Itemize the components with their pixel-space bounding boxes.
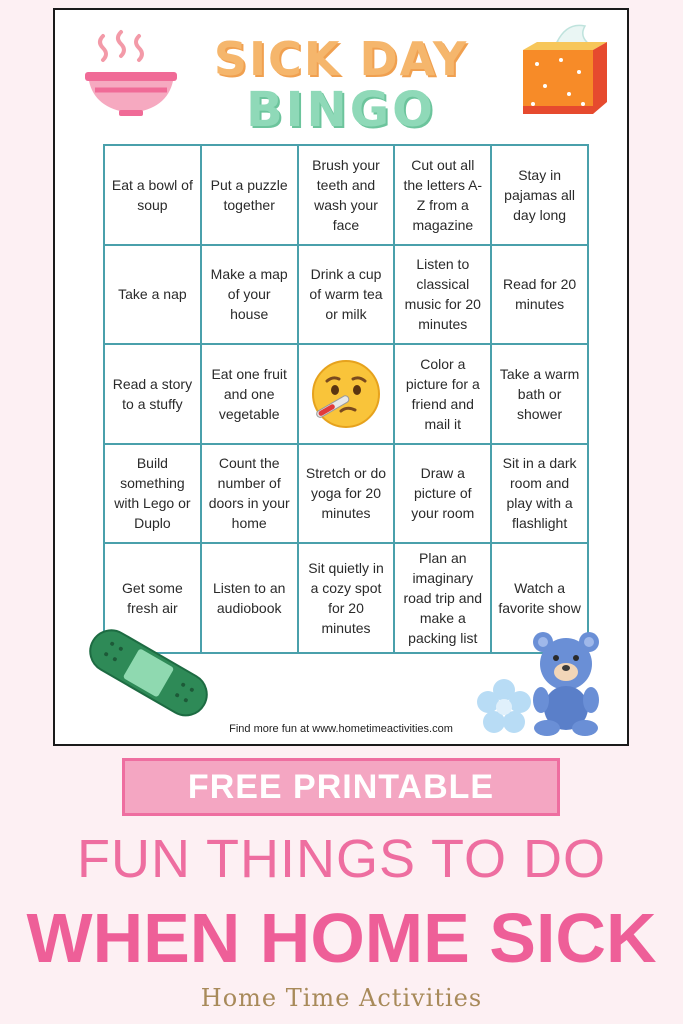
bingo-sheet xyxy=(53,8,629,746)
bingo-cell: Read a story to a stuffy xyxy=(105,345,202,445)
bingo-cell: Take a warm bath or shower xyxy=(492,345,589,445)
bingo-cell: Listen to classical music for 20 minutes xyxy=(395,246,492,346)
bingo-cell: Listen to an audiobook xyxy=(202,544,299,654)
bingo-cell: Get some fresh air xyxy=(105,544,202,654)
bingo-cell: Color a picture for a friend and mail it xyxy=(395,345,492,445)
bingo-cell: Plan an imaginary road trip and make a packing list xyxy=(395,544,492,654)
bingo-cell: Draw a picture of your room xyxy=(395,445,492,545)
bingo-cell: Count the number of doors in your home xyxy=(202,445,299,545)
brand-name: Home Time Activities xyxy=(200,984,483,1012)
footer-url: Find more fun at www.hometimeactivities.com xyxy=(229,723,453,735)
bandage-icon xyxy=(79,622,219,722)
bingo-cell: Sit quietly in a cozy spot for 20 minutes xyxy=(299,544,396,654)
bingo-free-space xyxy=(299,345,396,445)
sick-face-thermometer-icon xyxy=(309,357,383,431)
bingo-cell: Put a puzzle together xyxy=(202,146,299,246)
bingo-cell: Sit in a dark room and play with a flashlight xyxy=(492,445,589,545)
teddy-bear-icon xyxy=(525,628,609,738)
bingo-cell: Drink a cup of warm tea or milk xyxy=(299,246,396,346)
headline-line-2: WHEN HOME SICK xyxy=(26,899,657,977)
bingo-cell: Stay in pajamas all day long xyxy=(492,146,589,246)
title-line-2: BINGO xyxy=(246,82,436,138)
bingo-cell: Eat one fruit and one vegetable xyxy=(202,345,299,445)
headline-line-1: FUN THINGS TO DO xyxy=(76,829,607,889)
free-printable-badge: FREE PRINTABLE xyxy=(122,758,560,816)
bingo-cell: Stretch or do yoga for 20 minutes xyxy=(299,445,396,545)
bingo-cell: Eat a bowl of soup xyxy=(105,146,202,246)
bingo-cell: Read for 20 minutes xyxy=(492,246,589,346)
bingo-cell: Watch a favorite show xyxy=(492,544,589,654)
bingo-cell: Build something with Lego or Duplo xyxy=(105,445,202,545)
bingo-cell: Make a map of your house xyxy=(202,246,299,346)
bingo-grid xyxy=(103,144,589,654)
bingo-cell: Take a nap xyxy=(105,246,202,346)
bingo-cell: Brush your teeth and wash your face xyxy=(299,146,396,246)
bingo-cell: Cut out all the letters A-Z from a magazine xyxy=(395,146,492,246)
title-line-1: SICK DAY xyxy=(213,32,469,86)
